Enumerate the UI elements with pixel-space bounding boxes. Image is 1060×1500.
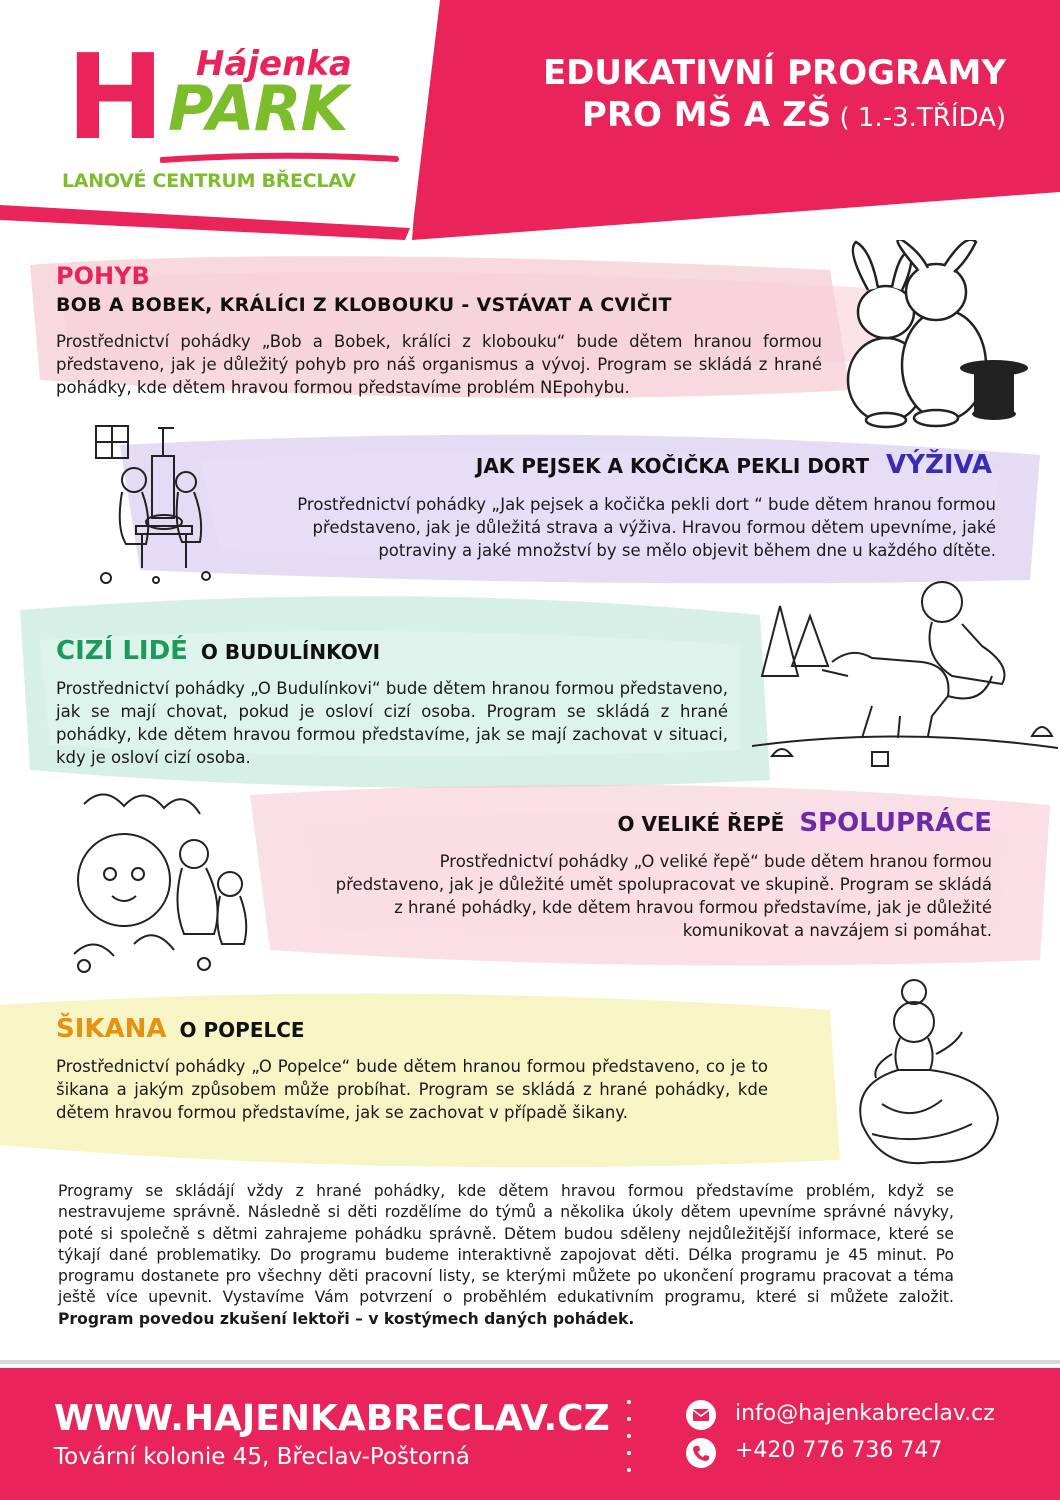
- section-spoluprace-text: Prostřednictví pohádky „O veliké řepě“ bude dětem hranou formou představeno, jak je důležité umět spolupracovat ve skupině. Program se skládá z hrané pohádky, kde dětem hravou formou představíme, jak je důležité komunikovat a navzájem si pomáhat.: [335, 852, 992, 940]
- dog-and-cat-baking-illustration: [86, 418, 236, 588]
- footer-divider: [0, 1360, 1060, 1364]
- logo-park-text: PARK: [168, 72, 348, 145]
- page-title-line1: EDUKATIVNÍ PROGRAMY: [542, 53, 1006, 93]
- phone-link[interactable]: +420 776 736 747: [735, 1438, 943, 1463]
- page-title-line2: PRO MŠ A ZŠ ( 1.-3.TŘÍDA): [581, 95, 1006, 135]
- page-title-grade: ( 1.-3.TŘÍDA): [831, 103, 1006, 133]
- section-spoluprace-topic: SPOLUPRÁCE: [799, 808, 992, 838]
- section-pohyb-text: Prostřednictví pohádky „Bob a Bobek, králíci z klobouku“ bude dětem hranou formou představeno, jak je důležitý pohyb pro náš organismus a vývoj. Program se skládá z hrané pohádky, kde dětem hravou formou představíme problém NEpohybu.: [56, 332, 822, 397]
- summary-paragraph: [58, 1181, 954, 1330]
- section-cizi-lide-text: Prostřednictví pohádky „O Budulínkovi“ bude dětem hranou formou představeno, jak se mají chovat, pokud je osloví cizí osoba. Program se skládá z hrané pohádky, kde dětem hravou formou představíme, jak se mají zachovat v situaci, kdy je osloví cizí osoba.: [56, 679, 728, 767]
- summary-text: Programy se skládájí vždy z hrané pohádky, kde dětem hravou formou představíme problém, když se nestravujeme správně. Následně si děti rozdělíme do týmů a několika úkoly dětem upevníme správné návyky, poté si společně s dětmi zahrajeme pohádku správně. Dětem budou sděleny nejdůležitější informace, které se týkají dané problematiky. Do programu budeme interaktivně zapojovat děti. Délka programu je 45 minut. Po programu dostanete pro všechny děti pracovní listy, se kterými můžete po ukončení programu pracovat a téma ještě více upevnit. Vystavíme Vám potvrzení o proběhlém edukativním programu, které si můžete založit.: [58, 1182, 954, 1307]
- fox-and-boy-in-forest-illustration: [752, 566, 1058, 776]
- summary-bold-text: Program povedou zkušení lektoři – v kostýmech daných pohádek.: [58, 1309, 635, 1328]
- section-vyziva-text: Prostřednictví pohádky „Jak pejsek a kočička pekli dort “ bude dětem hranou formou představeno, jak je důležitá strava a výživa. Hravou formou dětem upevníme, jaké potraviny a jaké množství by se mělo objevit během dne u každého dítěte.: [297, 495, 996, 560]
- rabbits-with-hat-illustration: [816, 240, 1036, 430]
- address-text: Tovární kolonie 45, Břeclav-Poštorná: [54, 1444, 470, 1470]
- section-pohyb-name: BOB A BOBEK, KRÁLÍCI Z KLOBOUKU - VSTÁVAT A CVIČIT: [56, 294, 672, 316]
- page-title: [543, 52, 1006, 139]
- footer-separator: [627, 1400, 633, 1472]
- section-sikana-topic: ŠIKANA: [56, 1014, 167, 1044]
- logo-subtitle: LANOVÉ CENTRUM BŘECLAV: [62, 170, 356, 192]
- email-icon: [686, 1400, 716, 1430]
- section-cizi-lide-topic: CIZÍ LIDÉ: [56, 636, 188, 666]
- section-vyziva-name: JAK PEJSEK A KOČIČKA PEKLI DORT: [475, 454, 870, 478]
- section-vyziva-topic: VÝŽIVA: [886, 450, 992, 480]
- cinderella-illustration: [852, 974, 1002, 1170]
- section-sikana-name: O POPELCE: [179, 1018, 305, 1042]
- section-cizi-lide-heading: [56, 636, 380, 666]
- section-spoluprace-name: O VELIKÉ ŘEPĚ: [617, 812, 785, 836]
- logo-underline: [160, 150, 400, 168]
- section-cizi-lide-name: O BUDULÍNKOVI: [200, 640, 381, 664]
- logo[interactable]: [0, 0, 430, 230]
- giant-turnip-illustration: [54, 784, 270, 980]
- logo-hajenka-text: Hájenka: [196, 44, 352, 84]
- section-pohyb-topic: POHYB: [56, 262, 150, 290]
- phone-icon: [686, 1438, 716, 1468]
- section-spoluprace-heading: [618, 808, 992, 838]
- section-sikana-text: Prostřednictví pohádky „O Popelce“ bude dětem hranou formou představeno, co je to šikana a jakým způsobem může probíhat. Program se skládá z hrané pohádky, kde dětem hravou formou představíme, jak se zachovat v případě šikany.: [56, 1057, 768, 1122]
- section-sikana-heading: [56, 1014, 305, 1044]
- email-link[interactable]: info@hajenkabreclav.cz: [735, 1401, 995, 1426]
- website-link[interactable]: WWW.HAJENKABRECLAV.CZ: [54, 1398, 610, 1439]
- logo-h-letter: H: [66, 28, 161, 166]
- section-vyziva-heading: [476, 450, 992, 480]
